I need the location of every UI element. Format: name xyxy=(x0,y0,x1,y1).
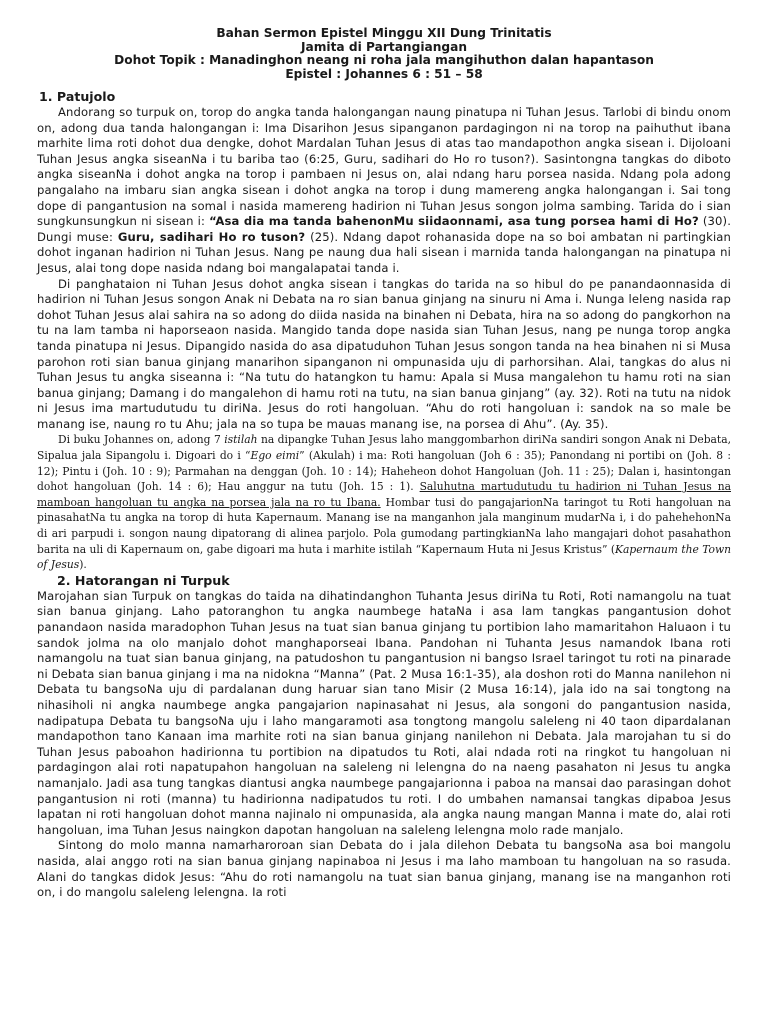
paragraph-intro-2: Di panghataion ni Tuhan Jesus dohot angka sisean i tangkas do tarida na so hibul do pe panandaonnasida di hadirion ni Tuhan Jesus songon Anak ni Debata na ro sian banua ginjang na sinuru ni Ama i. Nunga leleng nasida rap dohot Tuhan Jesus alai sahira na so adong do diida nasida na binahen ni Debata, hira na so adong do pangkorhon na tu na lam tamba ni haporseaon nasida. Mangido tanda dope nasida sian Tuhan Jesus, nang pe nunga torop angka tanda pinatupa ni Jesus. Dipangido nasida do asa dipatuduhon Tuhan Jesus songon tanda na hea binahen ni si Musa parohon roti sian banua ginjang manarihon sipanganon ni ompunasida uju di parhorsihan. Alai, tangkas do alus ni Tuhan Jesus tu angka siseanna i: “Na tutu do hatangkon tu hamu: Apala si Musa mangalehon tu hamu roti na sian banua ginjang; Damang i do mangalehon di hamu roti na tutu, na sian banua ginjang” (ay. 32). Roti na tutu na nidok ni Jesus ima martudutudu tu diriNa. Jesus do roti hangoluan. “Ahu do roti hangoluan i: sandok na so male be manang ise, naung ro tu Ahu; jala na so tupa be mauas manang ise, na porsea di Ahu”. (Ay. 35). xyxy=(37,276,731,431)
bold-quote-1: “Asa dia ma tanda bahenonMu siidaonnami, asa tung porsea hami di Ho? xyxy=(209,214,699,229)
text-run: ). xyxy=(79,558,87,572)
document-title xyxy=(37,27,731,81)
paragraph-explanation-2: Sintong do molo manna namarharoroan sian Debata do i jala dilehon Debata tu bangsoNa asa boi mangolu nasida, alai anggo roti na sian banua ginjang napinaboa ni Jesus i ma laho mamboan tu hangoluan na so rasuda. Alani do tangkas didok Jesus: “Ahu do roti namangolu na tuat sian banua ginjang, manang ise na manganhon roti on, i do mangolu saleleng lelengna. Ia roti xyxy=(37,838,731,900)
bold-quote-2: Guru, sadihari Ho ro tuson? xyxy=(117,229,306,244)
title-line-2: Jamita di Partangiangan xyxy=(300,39,468,54)
italic-term: istilah xyxy=(224,433,258,447)
text-run: Di buku Johannes on, adong 7 xyxy=(58,433,225,447)
text-run: (30). Dungi muse: xyxy=(37,214,731,244)
italic-term: Kapernaum the Town of Jesus xyxy=(37,542,731,572)
paragraph-explanation-1: Marojahan sian Turpuk on tangkas do taida na dihatindanghon Tuhanta Jesus diriNa tu Roti, Roti namangolu na tuat sian banua ginjang. Laho patoranghon tu angka naumbege hataNa i asa lam tangkas pangantusion dohot panandaon nasida maradophon Tuhan Jesus na tuat sian banua ginjang tu portibion laho mamaritahon Haluaon i tu sandok jolma na olo manjalo dohot manghaporseai Ibana. Pandohan ni Tuhanta Jesus namandok Ibana roti namangolu na tuat sian banua ginjang, na patudoshon tu pangantusion ni bangso Israel taringot tu roti na pinarade ni Debata sian banua ginjang i ma na nidokna “Manna” (Pat. 2 Musa 16:1-35), ala doshon roti do Manna nanilehon ni Debata tu bangsoNa uju di pardalanan dung haruar sian tano Misir (2 Musa 16:14), jala ido na sai tongtong na nihasiholi ni angka naumbege angka pangajarion napinasahat ni Jesus, ala songoni do pangantusion nasida, nadipatupa Debata tu bangsoNa uju i laho mangaramoti asa tongtong mangolu saleleng ni 40 taon dipardalanan mandapothon tano Kanaan ima marhite roti na sian banua ginjang nanilehon ni Debata. Jala marojahan tu si do Tuhan Jesus paboahon hadirionna tu portibion na dipatudos tu Roti, alai ndada roti na ringkot tu hangoluan ni pardagingon alai roti napatupahon hangoluan na saleleng ni lelengna do na naeng pasahaton ni Jesus tu angka namanjalo. Jadi asa tung tangkas diantusi angka naumbege pangajarionna i paboa na mansai dao parasingan dohot pangantusion ni roti (manna) tu hadirionna nadipatudos tu roti. I do umbahen namansai tangkas dipaboa Jesus lapatan ni roti hangoluan dohot manna najinalo ni ompunasida, ala angka naung mangan Manna i mate do, alai roti hangoluan, ima Tuhan Jesus naingkon dapotan hangoluan na saleleng lelengna molo rade manjalo. xyxy=(37,588,731,837)
paragraph-intro-1 xyxy=(37,105,731,277)
underlined-sentence: Saluhutna martudutudu tu hadirion ni Tuhan Jesus na mamboan hangoluan tu angka na porsea jala na ro tu Ibana. xyxy=(37,480,731,509)
title-line-3: Dohot Topik : Manadinghon neang ni roha jala mangihuthon dalan hapantason xyxy=(114,53,654,67)
section-heading-hatorangan: 2. Hatorangan ni Turpuk xyxy=(57,572,230,588)
italic-term: Ego eimi xyxy=(250,449,300,463)
section-heading-patujolo: 1. Patujolo xyxy=(39,89,116,104)
text-run: (25). Ndang dapot rohanasida dope na so boi ambatan ni partingkian dohot inganan hadirion ni Tuhan Jesus. Nang pe naung dua hali sisean i marnida tanda halongangan na pinatupa ni Jesus, alai tong dope nasida ndang boi mangalapatai tanda i. xyxy=(37,229,731,275)
text-run: ” (Akulah) i ma: Roti hangoluan (Joh 6 : 35); Panondang ni portibi on (Joh. 8 : 12); Pintu i (Joh. 10 : 9); Parmahan na denggan (Joh. 10 : 14); Haheheon dohot Hangoluan (Joh. 11 : 25); Dalan i, hasintongan dohot hangoluan (Joh. 14 : 6); Hau anggur na tutu (Joh. 15 : 1). xyxy=(37,449,731,494)
title-line-1: Bahan Sermon Epistel Minggu XII Dung Trinitatis xyxy=(216,26,552,40)
title-line-4: Epistel : Johannes 6 : 51 – 58 xyxy=(285,66,483,81)
text-run: na dipangke Tuhan Jesus laho manggombarhon diriNa sandiri songon Anak ni Debata, Sipalua jala Sipangolu i. Digoari do i “ xyxy=(37,433,731,463)
text-run: Andorang so turpuk on, torop do angka tanda halongangan naung pinatupa ni Tuhan Jesus. Tarlobi di bindu onom on, adong dua tanda halongangan i: Ima Disarihon Jesus sipanganon pardagingon ni na torop na paihuthut ibana marhite lima roti dohot dua dengke, dohot Mardalan Tuhan Jesus di atas tao mandapothon angka sisean i. Dijoloani Tuhan Jesus angka siseanNa i tu bariba tao (6:25, Guru, sadihari do Ho ro tuson?). Sasintongna tangkas do diboto angka siseanNa i dohot angka na torop i pambaen ni Jesus on, alai ndang haru porsea nasida. Ndang pola adong pangalaho na imbaru sian angka sisean i dohot angka na torop i dung mamereng angka halongangan i. Sai tong dope di pangantusion na somal i nasida mamereng hadirion ni Tuhan Jesus songon jolma sambing. Tarida do i sian sungkunsungkun ni sisean i: xyxy=(37,105,731,229)
paragraph-intro-3 xyxy=(37,432,731,572)
text-run: Hombar tusi do pangajarionNa taringot tu Roti hangoluan na pinasahatNa tu angka na torop di huta Kapernaum. Manang ise na manganhon jala manginum mudarNa i, i do pahehehonNa di ari parpudi i. songon naung dipatorang di alinea parjolo. Pola gumodang partingkianNa laho mangajari dohot pasahathon barita na uli di Kapernaum on, gabe digoari ma huta i marhite istilah “Kapernaum Huta ni Jesus Kristus” ( xyxy=(37,495,731,556)
